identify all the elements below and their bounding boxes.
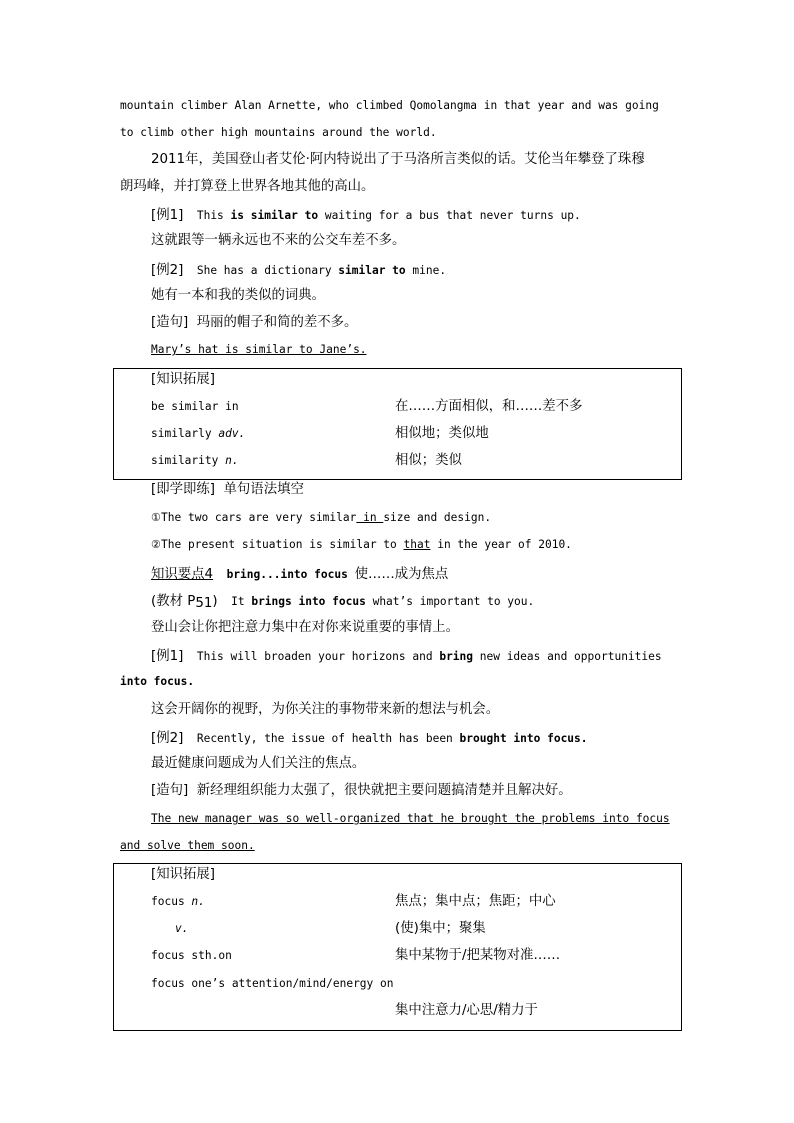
textbook-source-zh: 登山会让你把注意力集中在对你来说重要的事情上。: [151, 620, 459, 635]
keyword: is similar to: [230, 209, 319, 222]
box-2-row-1-en: focus n.: [151, 895, 205, 908]
box-1-row-3-en: similarity n.: [151, 454, 239, 467]
box-2-row-2-pos: v.: [175, 922, 189, 935]
example-tag: [例1]: [151, 208, 184, 223]
similar-make-sentence: [造句] 玛丽的帽子和简的差不多。: [151, 315, 358, 330]
example-tag: [例1]: [151, 649, 184, 664]
box-1-title: [知识拓展]: [151, 372, 216, 387]
focus-make-answer-line-2: and solve them soon.: [120, 839, 255, 852]
example-tag: [例2]: [151, 263, 184, 278]
intro-zh-line-1: 2011年，美国登山者艾伦·阿内特说出了于马洛所言类似的话。艾伦当年攀登了珠穆: [151, 152, 645, 167]
answer-blank: in: [356, 511, 384, 524]
practice-tag: [即学即练]: [151, 482, 216, 497]
similar-example-1: [例1] This is similar to waiting for a bus that never turns up.: [151, 208, 581, 223]
point-label: 知识要点4: [151, 567, 214, 582]
keyword: similar to: [338, 264, 406, 277]
textbook-source: (教材 $P_{51}$) It brings into focus what’s important to you.: [151, 594, 535, 611]
focus-example-1: [例1] This will broaden your horizons and bring new ideas and opportunities: [151, 649, 662, 664]
intro-en-line-2: to climb other high mountains around the world.: [120, 126, 437, 139]
focus-example-2: [例2] Recently, the issue of health has been brought into focus.: [151, 731, 588, 746]
example-tag: [例2]: [151, 731, 184, 746]
practice-question-1: ①The two cars are very similar in size and design.: [151, 511, 492, 524]
keyword: brought into focus.: [459, 732, 588, 745]
similar-example-2: [例2] She has a dictionary similar to mine.: [151, 263, 447, 278]
keyword: bring: [439, 650, 474, 663]
focus-make-answer-line-1: The new manager was so well-organized that he brought the problems into focus: [151, 812, 670, 825]
focus-example-1-line-2: into focus.: [120, 675, 195, 688]
box-1-row-1-zh: 在……方面相似，和……差不多: [395, 399, 583, 414]
focus-example-1-zh: 这会开阔你的视野，为你关注的事物带来新的想法与机会。: [151, 702, 500, 717]
keyword: brings into focus: [251, 595, 366, 608]
box-2-row-2-zh: (使)集中；聚集: [395, 921, 486, 936]
part-of-speech: adv.: [218, 427, 246, 440]
box-1-row-2-zh: 相似地；类似地: [395, 426, 489, 441]
box-1-row-1-en: be similar in: [151, 400, 239, 413]
part-of-speech: n.: [191, 895, 205, 908]
answer-blank: that: [403, 538, 431, 551]
box-2-row-4-zh: 集中注意力/心思/精力于: [395, 1003, 538, 1018]
box-1-row-2-en: similarly adv.: [151, 427, 246, 440]
box-2-row-4-en: focus one’s attention/mind/energy on: [151, 977, 394, 990]
box-2-row-3-en: focus sth.on: [151, 949, 232, 962]
box-2-row-3-zh: 集中某物于/把某物对准……: [395, 948, 561, 963]
similar-example-1-zh: 这就跟等一辆永远也不来的公交车差不多。: [151, 233, 406, 248]
box-2-title: [知识拓展]: [151, 867, 216, 882]
make-tag: [造句]: [151, 315, 189, 330]
focus-example-2-zh: 最近健康问题成为人们关注的焦点。: [151, 756, 366, 771]
part-of-speech: n.: [225, 454, 239, 467]
similar-make-answer: Mary’s hat is similar to Jane’s.: [151, 343, 367, 356]
box-2-row-1-zh: 焦点；集中点；焦距；中心: [395, 894, 556, 909]
intro-en-line-1: mountain climber Alan Arnette, who climbed Qomolangma in that year and was going: [120, 99, 659, 112]
practice-heading: [即学即练] 单句语法填空: [151, 482, 304, 497]
focus-make-sentence: [造句] 新经理组织能力太强了，很快就把主要问题搞清楚并且解决好。: [151, 783, 572, 798]
knowledge-point-4-heading: 知识要点4 bring...into focus 使……成为焦点: [151, 567, 449, 582]
make-tag: [造句]: [151, 783, 189, 798]
point-phrase: bring...into focus: [226, 568, 348, 581]
intro-zh-line-2: 朗玛峰，并打算登上世界各地其他的高山。: [120, 179, 375, 194]
practice-question-2: ②The present situation is similar to that in the year of 2010.: [151, 538, 572, 551]
box-1-row-3-zh: 相似；类似: [395, 453, 462, 468]
similar-example-2-zh: 她有一本和我的类似的词典。: [151, 288, 326, 303]
